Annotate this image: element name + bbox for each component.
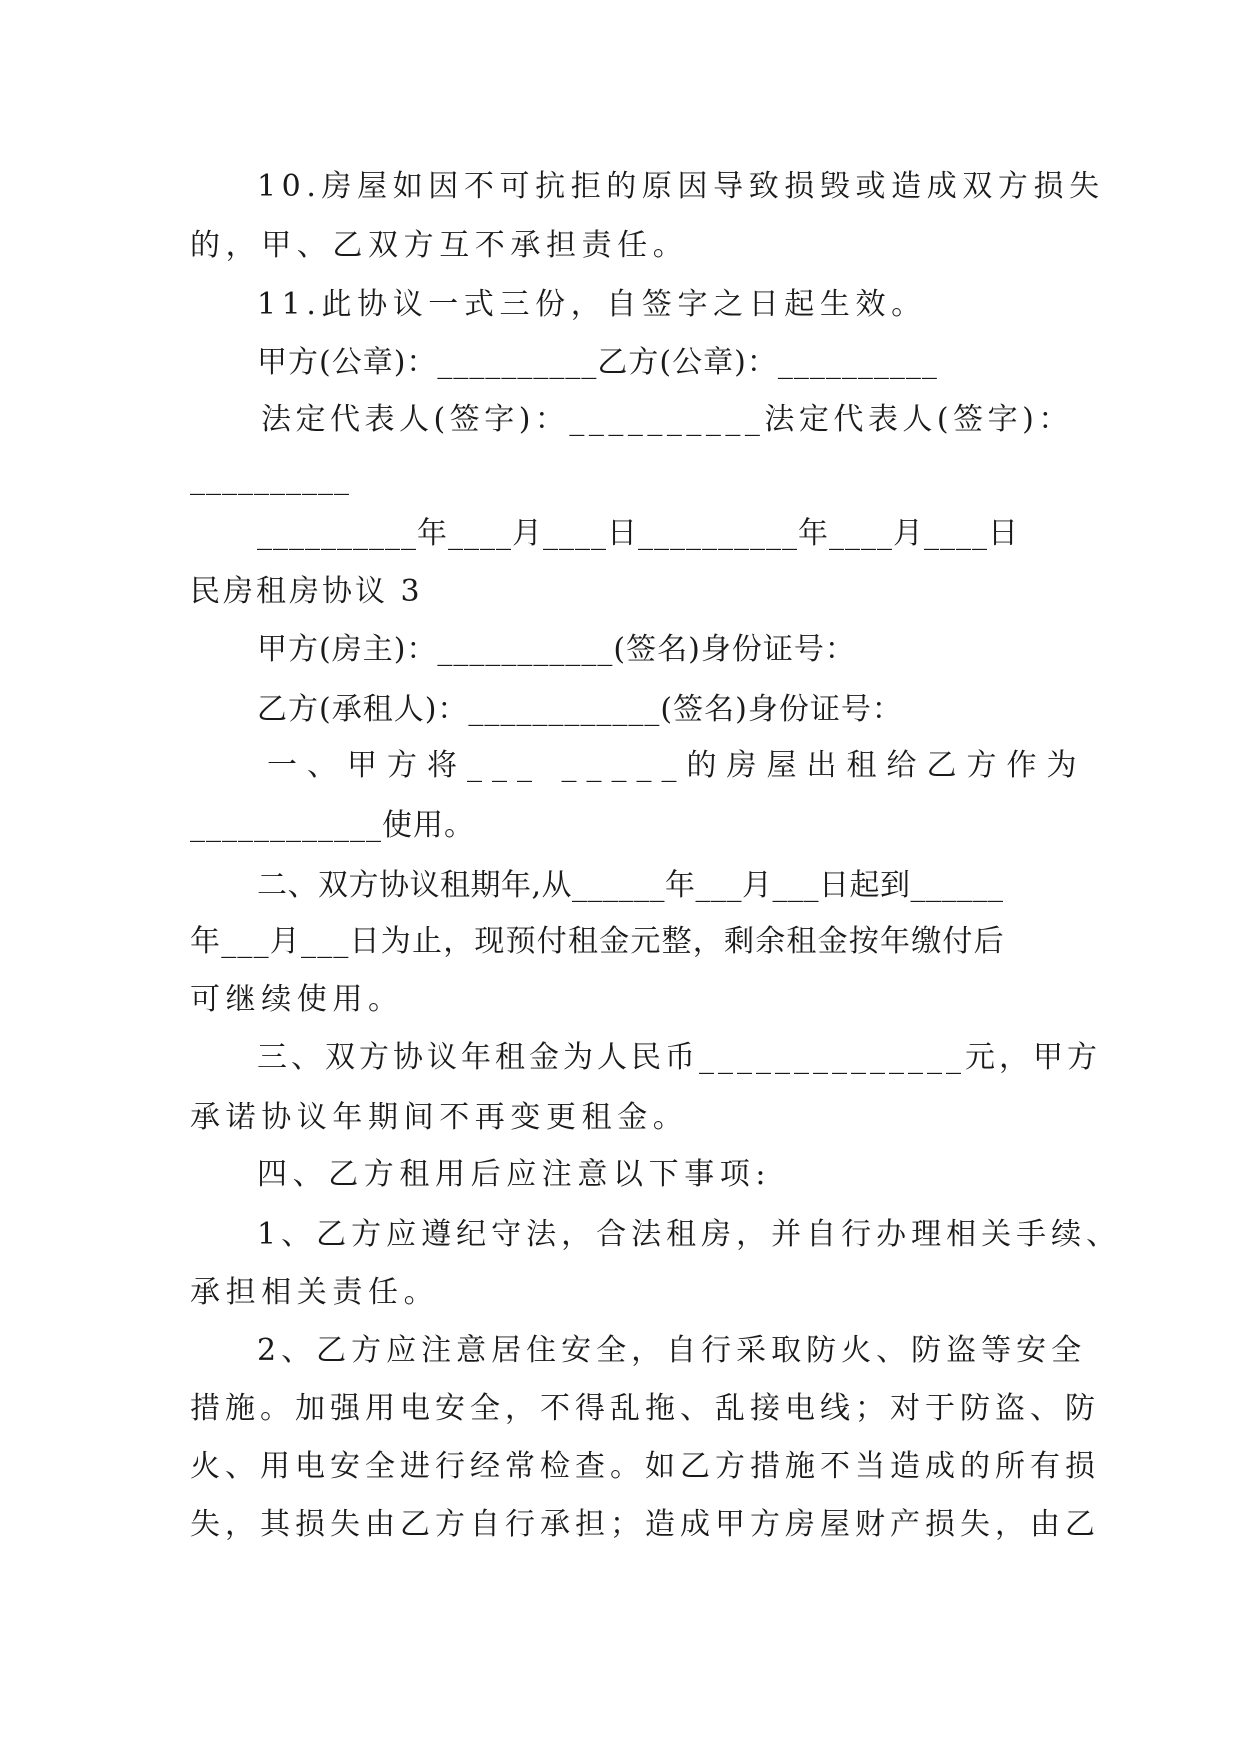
signature-line-representative: 法定代表人(签字)：__________法定代表人(签字)： bbox=[261, 402, 1073, 437]
party-a-line: 甲方(房主)：___________(签名)身份证号： bbox=[257, 632, 856, 667]
paragraph-line-3: 11.此协议一式三份，自签字之日起生效。 bbox=[257, 287, 927, 322]
item-1-line-2: 承担相关责任。 bbox=[190, 1275, 440, 1310]
clause-4-heading: 四、乙方租用后应注意以下事项: bbox=[257, 1157, 772, 1192]
paragraph-line-1: 10.房屋如因不可抗拒的原因导致损毁或造成双方损失 bbox=[257, 169, 1105, 204]
signature-line-representative-blank: __________ bbox=[190, 461, 350, 496]
section-title: 民房租房协议 3 bbox=[190, 574, 423, 609]
clause-2-line-1: 二、双方协议租期年,从______年___月___日起到______ bbox=[257, 868, 1004, 903]
clause-1-line-1: 一、甲方将___ _____的房屋出租给乙方作为 bbox=[267, 748, 1087, 783]
paragraph-line-2: 的，甲、乙双方互不承担责任。 bbox=[190, 228, 689, 263]
item-2-line-2: 措施。加强用电安全，不得乱拖、乱接电线；对于防盗、防 bbox=[190, 1391, 1100, 1426]
item-2-line-4: 失，其损失由乙方自行承担；造成甲方房屋财产损失，由乙 bbox=[190, 1507, 1100, 1542]
item-2-line-1: 2、乙方应注意居住安全，自行采取防火、防盗等安全 bbox=[257, 1333, 1087, 1368]
item-2-line-3: 火、用电安全进行经常检查。如乙方措施不当造成的所有损 bbox=[190, 1449, 1100, 1484]
clause-2-line-2: 年___月___日为止，现预付租金元整，剩余租金按年缴付后 bbox=[190, 924, 1005, 959]
signature-line-seal: 甲方(公章)：__________乙方(公章)：__________ bbox=[257, 345, 938, 380]
item-1-line-1: 1、乙方应遵纪守法，合法租房，并自行办理相关手续、 bbox=[257, 1217, 1122, 1252]
clause-1-line-2: ____________使用。 bbox=[190, 808, 475, 843]
clause-3-line-1: 三、双方协议年租金为人民币______________元，甲方 bbox=[257, 1040, 1101, 1075]
party-b-line: 乙方(承租人)：____________(签名)身份证号： bbox=[257, 692, 903, 727]
clause-3-line-2: 承诺协议年期间不再变更租金。 bbox=[190, 1100, 689, 1135]
date-line: __________年____月____日__________年____月____日 bbox=[257, 516, 1019, 551]
clause-2-line-3: 可继续使用。 bbox=[190, 982, 404, 1017]
